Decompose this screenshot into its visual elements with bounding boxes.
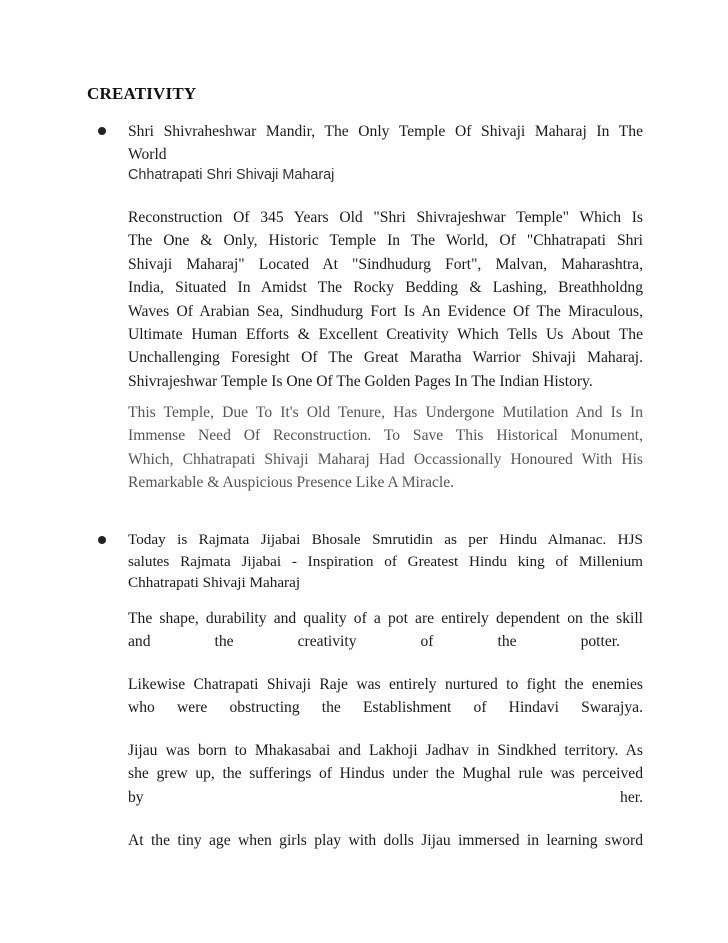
text-line: India, Situated In Amidst The Rocky Bedding & Lashing, Breathholdng [128, 279, 643, 297]
item1-paragraph-2 [128, 401, 643, 495]
text-line: Shivrajeshwar Temple Is One Of The Golden Pages In The Indian History. [128, 372, 593, 390]
text-line: by her. [128, 788, 643, 806]
text-line: The One & Only, Historic Temple In The World, Of "Chhatrapati Shri [128, 232, 643, 250]
text-line: Waves Of Arabian Sea, Sindhudurg Fort Is An Evidence Of The Miraculous, [128, 302, 643, 320]
bullet-icon [98, 127, 106, 135]
item2-paragraph-3 [128, 739, 643, 809]
text-line: Which, Chhatrapati Shivaji Maharaj Had Occassionally Honoured With His [128, 450, 643, 468]
bullet-icon [98, 536, 106, 544]
text-line: she grew up, the sufferings of Hindus under the Mughal rule was perceived [128, 765, 643, 783]
item2-title [128, 529, 643, 594]
text-line: Shri Shivraheshwar Mandir, The Only Temple Of Shivaji Maharaj In The [128, 123, 643, 140]
section-heading: CREATIVITY [87, 84, 197, 103]
item1-title [128, 120, 643, 167]
subtitle-line: Chhatrapati Shri Shivaji Maharaj [128, 167, 335, 183]
text-line: This Temple, Due To It's Old Tenure, Has Undergone Mutilation And Is In [128, 404, 643, 421]
item1-subtitle [128, 164, 643, 187]
item2-paragraph-1 [128, 607, 643, 654]
text-line: Remarkable & Auspicious Presence Like A Miracle. [128, 474, 455, 492]
text-line: Chhatrapati Shivaji Maharaj [128, 574, 301, 591]
item2-paragraph-4 [128, 829, 643, 852]
text-line: and the creativity of the potter. [128, 633, 620, 651]
text-line: Reconstruction Of 345 Years Old "Shri Shivrajeshwar Temple" Which Is [128, 209, 643, 226]
text-line: Shivaji Maharaj" Located At "Sindhudurg Fort", Malvan, Maharashtra, [128, 255, 643, 273]
text-line: who were obstructing the Establishment of Hindavi Swarajya. [128, 699, 643, 717]
text-line: Immense Need Of Reconstruction. To Save This Historical Monument, [128, 427, 643, 445]
text-line: Likewise Chatrapati Shivaji Raje was entirely nurtured to fight the enemies [128, 676, 643, 693]
text-line: At the tiny age when girls play with dolls Jijau immersed in learning sword [128, 832, 643, 849]
item2-paragraph-2 [128, 673, 643, 720]
text-line: The shape, durability and quality of a pot are entirely dependent on the skill [128, 610, 643, 627]
item1-paragraph-1 [128, 206, 643, 393]
text-line: Jijau was born to Mhakasabai and Lakhoji Jadhav in Sindkhed territory. As [128, 742, 643, 759]
text-line: World [128, 146, 167, 164]
text-line: salutes Rajmata Jijabai - Inspiration of Greatest Hindu king of Millenium [128, 552, 643, 570]
text-line: Today is Rajmata Jijabai Bhosale Smrutidin as per Hindu Almanac. HJS [128, 531, 643, 548]
text-line: Unchallenging Foresight Of The Great Maratha Warrior Shivaji Maharaj. [128, 349, 643, 367]
text-line: Ultimate Human Efforts & Excellent Creativity Which Tells Us About The [128, 325, 643, 343]
